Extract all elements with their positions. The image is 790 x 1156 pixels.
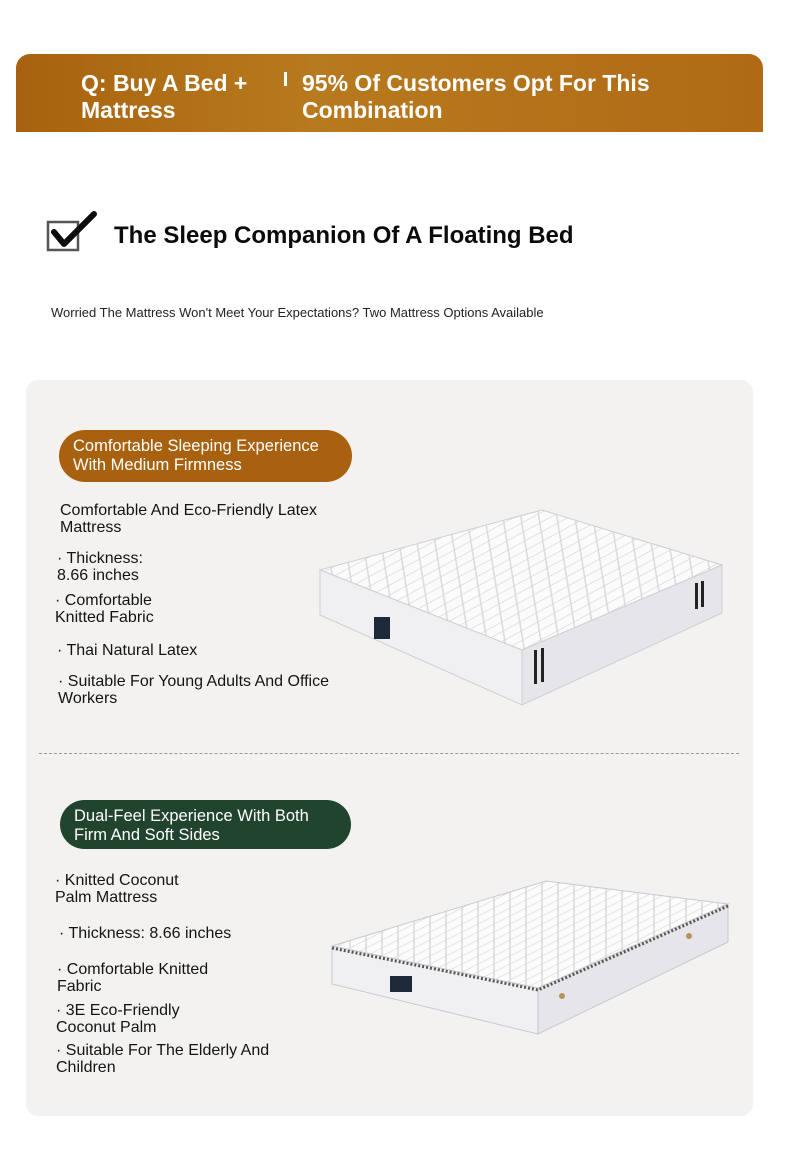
option1-feature-thickness: · Thickness: 8.66 inches [57, 550, 143, 584]
section-title: The Sleep Companion Of A Floating Bed [114, 222, 574, 249]
option1-feature-suitable: · Suitable For Young Adults And Office Workers [58, 673, 329, 707]
option2-feature-material: · Knitted Coconut Palm Mattress [55, 872, 179, 906]
option2-feature-coconut: · 3E Eco-Friendly Coconut Palm [56, 1002, 180, 1036]
banner-answer: 95% Of Customers Opt For This Combination [302, 70, 650, 123]
section-divider [39, 753, 739, 754]
option1-badge: Comfortable Sleeping Experience With Medium Firmness [59, 430, 352, 482]
option2-feature-fabric: · Comfortable Knitted Fabric [57, 961, 209, 995]
checkbox-check-icon [46, 210, 98, 254]
option2-badge: Dual-Feel Experience With Both Firm And Soft Sides [60, 800, 351, 849]
option2-feature-suitable: · Suitable For The Elderly And Children [56, 1042, 270, 1076]
option1-feature-material: Comfortable And Eco-Friendly Latex Mattress [60, 502, 318, 536]
option2-feature-thickness: · Thickness: 8.66 inches [59, 925, 232, 942]
top-banner [16, 54, 763, 132]
banner-separator [284, 72, 287, 86]
option1-feature-fabric: · Comfortable Knitted Fabric [55, 592, 154, 626]
section-subtitle: Worried The Mattress Won't Meet Your Expectations? Two Mattress Options Available [51, 305, 544, 320]
coconut-palm-mattress-image [326, 876, 734, 1046]
latex-mattress-image [312, 505, 732, 715]
option1-feature-latex: · Thai Natural Latex [57, 642, 198, 659]
banner-question: Q: Buy A Bed + Mattress [81, 70, 248, 123]
